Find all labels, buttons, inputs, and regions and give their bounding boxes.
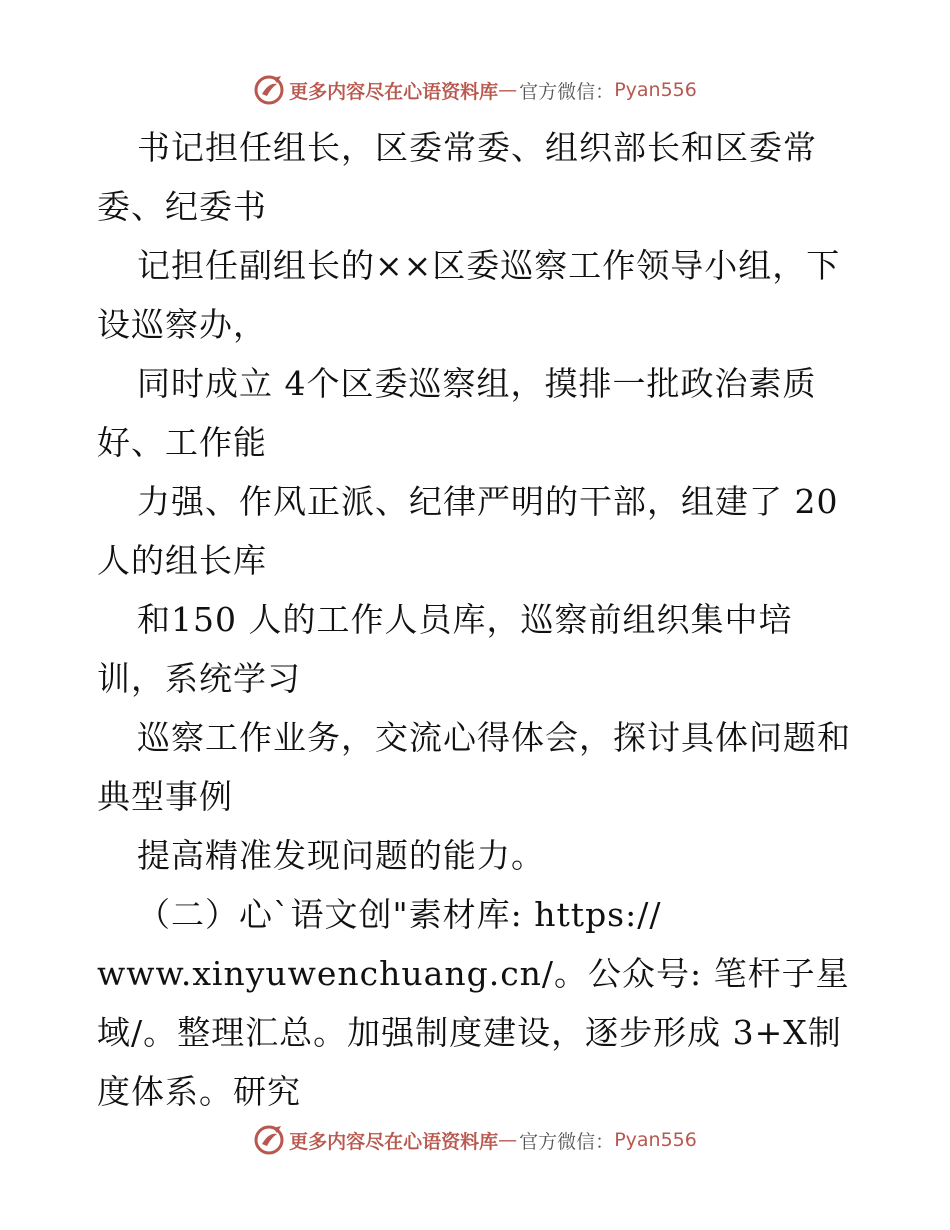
text-line: www.xinyuwenchuang.cn/。公众号: 笔杆子星 [97,954,850,993]
text-line: 和150 人的工作人员库，巡察前组织集中培 [137,600,793,639]
text-line: 书记担任组长，区委常委、组织部长和区委常 [137,128,817,167]
text-line: 委、纪委书 [97,187,267,226]
header-banner-text: 更多内容尽在心语资料库 [289,80,499,103]
text-line: 力强、作风正派、纪律严明的干部，组建了 20 [137,482,839,521]
text-line: 记担任副组长的××区委巡察工作领导小组，下 [137,246,841,285]
text-line: 提高精准发现问题的能力。 [137,836,545,875]
header-banner [0,70,950,110]
text-line: 典型事例 [97,777,233,816]
text-line: 同时成立 4个区委巡察组，摸排一批政治素质 [137,364,817,403]
text-line: 好、工作能 [97,423,267,462]
text-line: 人的组长库 [97,541,267,580]
logo-icon [253,1124,285,1156]
document-body [97,118,857,1121]
text-line: 设巡察办， [97,305,267,344]
footer-banner-dash: — [498,1129,518,1151]
header-wechat-label: 官方微信： [519,80,615,103]
text-line: （二）心`语文创"素材库: https:// [137,895,662,934]
footer-wechat-label: 官方微信： [519,1130,615,1153]
text-line: 度体系。研究 [97,1072,301,1111]
logo-icon [253,74,285,106]
text-line: 巡察工作业务，交流心得体会，探讨具体问题和 [137,718,851,757]
footer-wechat-id: Pyan556 [614,1129,697,1151]
header-banner-dash: — [498,79,518,101]
header-wechat-id: Pyan556 [614,79,697,101]
text-line: 训，系统学习 [97,659,301,698]
footer-banner [0,1120,950,1160]
text-line: 域/。整理汇总。加强制度建设，逐步形成 3+X制 [97,1013,842,1052]
footer-banner-text: 更多内容尽在心语资料库 [289,1130,499,1153]
